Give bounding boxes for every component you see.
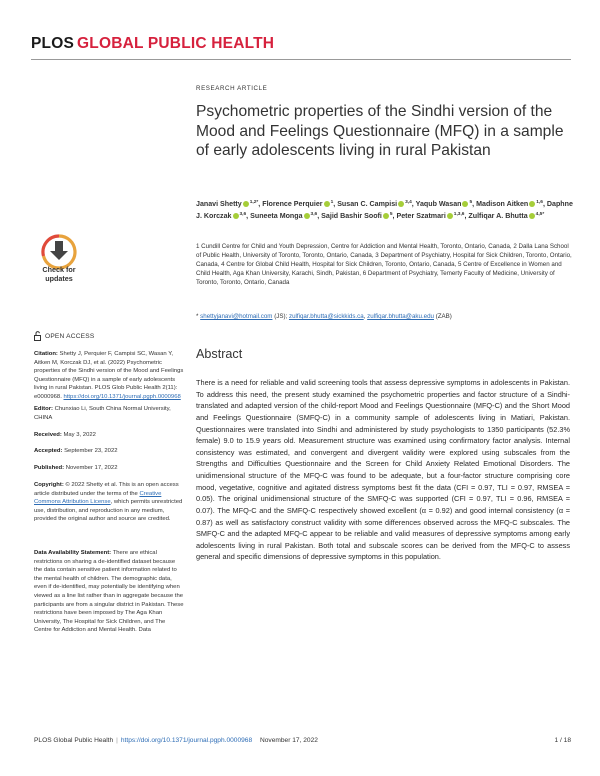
check-for-updates-label[interactable]: Check for updates bbox=[42, 265, 76, 283]
editor-block bbox=[34, 405, 184, 422]
author: Florence Perquier $^1$, bbox=[262, 200, 338, 208]
author-affiliation-sup: 5 bbox=[469, 200, 473, 205]
open-lock-icon bbox=[34, 331, 41, 341]
contact-tag-js: (JS); bbox=[272, 313, 289, 320]
author-name: Madison Aitken bbox=[476, 200, 529, 208]
author: Yaqub Wasan $^5$, bbox=[415, 200, 477, 208]
copyright-text-2: , which permits unrestricted use, distribution, and reproduction in any medium, provided the original author and source are credited. bbox=[34, 499, 183, 523]
author-name: Janavi Shetty bbox=[196, 200, 242, 208]
article-title: Psychometric properties of the Sindhi version of the Mood and Feelings Questionnaire (MFQ) in a sample of early adolescents living in rural Pakistan bbox=[196, 103, 564, 160]
page-number: 1 / 18 bbox=[554, 737, 571, 744]
author-affiliation-sup: 3,4 bbox=[405, 200, 412, 205]
contact-separator: , bbox=[363, 313, 368, 320]
footer-journal: PLOS Global Public Health bbox=[34, 737, 114, 744]
author-affiliation-sup: 1,6 bbox=[536, 200, 543, 205]
citation-label: Citation: bbox=[34, 351, 58, 357]
author-affiliation-sup: 4,5* bbox=[535, 211, 545, 217]
editor-text: Chunxiao Li, South China Normal University, CHINA bbox=[34, 406, 171, 421]
author bbox=[468, 212, 544, 220]
orcid-icon[interactable] bbox=[398, 201, 404, 207]
published-block bbox=[34, 464, 184, 473]
author: Daphne J. Korczak $^{3,6}$, bbox=[196, 200, 573, 220]
author-list bbox=[196, 199, 574, 222]
footer bbox=[34, 737, 318, 744]
orcid-icon[interactable] bbox=[529, 201, 535, 207]
author-affiliation-sup: 3,6 bbox=[239, 211, 247, 217]
abstract-body: There is a need for reliable and valid screening tools that assess depressive symptoms in adolescents in Pakistan. To address this need, the present study examined the psychometric properties and factor structure of a Sindhi-translated and adapted version of the child-report Mood and Feelings Questionnaire (MFQ-C) and the Short Mood and Feelings Questionnaire (SMFQ-C) in a community sample of adolescents living in Matiari, Pakistan. Questionnaires were translated into Sindhi and administered by study psychologists to 1350 participants (52.3% female) 9.0 to 15.9 years old. Measurement structure was examined using confirmatory factor analysis. Internal consistency was estimated, and convergent and divergent validity were explored using subscales from the Strengths and Difficulties Questionnaire and the Screen for Child Anxiety Related Emotional Disorders. The unidimensional structure of the MFQ-C was found to be adequate, but a four-factor structure comprising core mood, vegetative, cognitive and agitated distress symptoms best fit the data (CFI = 0.97, TLI = 0.97, RMSEA = 0.05). The original unidimensional structure of the SMFQ-C was supported (CFI = 0.97, TLI = 0.96, RMSEA = 0.07). The MFQ-C and the SMFQ-C respectively showed excellent (α = 0.92) and good internal consistency (α = 0.87) as well as satisfactory construct validity with some differences observed across the MFQ-C subscales. The SMFQ-C and the adapted MFQ-C appear to be reliable and valid measures of depressive symptoms among early adolescents living in rural Pakistan. Both total and subscale scores can be derived from the MFQ-C to assess general and specific dimensions of depressive symptoms in this population. bbox=[196, 378, 570, 562]
cc-license-link[interactable]: Creative Commons Attribution License bbox=[34, 490, 162, 506]
orcid-icon[interactable] bbox=[383, 213, 389, 219]
published-date: November 17, 2022 bbox=[65, 465, 118, 471]
author-affiliation-sup: 1,2* bbox=[249, 200, 259, 205]
contact-tag-zab: (ZAB) bbox=[433, 313, 452, 320]
affiliations: 1 Cundill Centre for Child and Youth Depression, Centre for Addiction and Mental Health, Toronto, Ontario, Canada, 2 Dalla Lana School of Public Health, University of Toronto, Toronto, Ontario, Canada, 3 Department of Psychiatry, Hospital for Sick Children, Toronto, Ontario, Canada, 4 Centre for Global Child Health, Hospital for Sick Children, Toronto, Ontario, Canada, 5 Centre of Excellence in Women and Child Health, Aga Khan University, Karachi, Sindh, Pakistan, 6 Department of Psychiatry, Temerty Faculty of Medicine, University of Toronto, Toronto, Ontario, Canada bbox=[196, 243, 572, 287]
header-divider bbox=[31, 59, 571, 60]
orcid-icon[interactable] bbox=[243, 201, 249, 207]
author: Susan C. Campisi $^{3,4}$, bbox=[337, 200, 416, 208]
author-name: Suneeta Monga bbox=[250, 211, 303, 220]
journal-name: GLOBAL PUBLIC HEALTH bbox=[77, 35, 275, 52]
author: Sajid Bashir Soofi $^5$, bbox=[321, 211, 397, 220]
footer-date: November 17, 2022 bbox=[259, 737, 318, 744]
author: Suneeta Monga $^{3,6}$, bbox=[250, 211, 322, 220]
orcid-icon[interactable] bbox=[462, 201, 468, 207]
data-availability-block bbox=[34, 549, 184, 635]
author-name: Peter Szatmari bbox=[396, 211, 446, 220]
author-name: Susan C. Campisi bbox=[337, 200, 398, 208]
citation-block bbox=[34, 350, 184, 402]
author: Janavi Shetty $^{1,2*}$, bbox=[196, 200, 263, 208]
accepted-block bbox=[34, 447, 184, 456]
email-link-shetty[interactable]: shettyjanavi@hotmail.com bbox=[200, 313, 273, 320]
author-name: Florence Perquier bbox=[262, 200, 323, 208]
open-access-label: OPEN ACCESS bbox=[45, 332, 95, 340]
article-type: RESEARCH ARTICLE bbox=[196, 85, 268, 92]
open-access-badge bbox=[34, 331, 94, 341]
corresponding-contact bbox=[196, 312, 572, 321]
author-name: Daphne J. Korczak bbox=[196, 200, 573, 220]
orcid-icon[interactable] bbox=[233, 213, 239, 219]
corresponding-star: * bbox=[196, 313, 199, 320]
footer-doi-link[interactable]: https://doi.org/10.1371/journal.pgph.0000968 bbox=[120, 737, 253, 744]
data-availability-text: There are ethical restrictions on sharing a de-identified dataset because the data contain sensitive patient information related to the mental health of children. The demographic data, even if de-identified, may potentially be identifying when viewed as a line list rather than in aggregate because the participants are from a singular district in Pakistan. These restrictions have been imposed by The Aga Khan University, The Hospital for Sick Children, and The Centre for Addiction and Mental Health. Data bbox=[34, 550, 184, 634]
author: Madison Aitken $^{1,6}$, bbox=[476, 200, 547, 208]
citation-text: Shetty J, Perquier F, Campisi SC, Wasan Y, Aitken M, Korczak DJ, et al. (2022) Psychometric properties of the Sindhi version of the Mood and Feelings Questionnaire (MFQ) in a sample of early adolescents living in rural Pakistan. PLOS Glob Public Health 2(11): e0000968. bbox=[34, 351, 184, 400]
email-link-bhutta-sickkids[interactable]: zulfiqar.bhutta@sickkids.ca bbox=[288, 313, 364, 320]
copyright-label: Copyright: bbox=[34, 482, 64, 488]
email-link-bhutta-aku[interactable]: zulfiqar.bhutta@aku.edu bbox=[367, 313, 434, 320]
orcid-icon[interactable] bbox=[304, 213, 310, 219]
received-label: Received: bbox=[34, 432, 62, 438]
orcid-icon[interactable] bbox=[529, 213, 535, 219]
author-affiliation-sup: 1,3,6 bbox=[453, 211, 465, 217]
journal-prefix: PLOS bbox=[31, 35, 75, 52]
author-name: Zulfiqar A. Bhutta bbox=[468, 211, 528, 220]
copyright-block bbox=[34, 481, 184, 524]
author-affiliation-sup: 5 bbox=[389, 211, 393, 217]
journal-header bbox=[31, 35, 274, 53]
author-name: Sajid Bashir Soofi bbox=[321, 211, 382, 220]
accepted-label: Accepted: bbox=[34, 448, 63, 454]
author-name: Yaqub Wasan bbox=[415, 200, 462, 208]
author-affiliation-sup: 3,6 bbox=[310, 211, 318, 217]
citation-doi-link[interactable]: https://doi.org/10.1371/journal.pgph.0000968 bbox=[63, 393, 181, 400]
orcid-icon[interactable] bbox=[324, 201, 330, 207]
accepted-date: September 23, 2022 bbox=[64, 448, 118, 454]
orcid-icon[interactable] bbox=[447, 213, 453, 219]
published-label: Published: bbox=[34, 465, 65, 471]
received-block bbox=[34, 431, 184, 440]
footer-separator: | bbox=[116, 737, 118, 744]
author-affiliation-sup: 1 bbox=[330, 200, 334, 205]
editor-label: Editor: bbox=[34, 406, 53, 412]
received-date: May 3, 2022 bbox=[63, 432, 96, 438]
author: Peter Szatmari $^{1,3,6}$, bbox=[396, 211, 469, 220]
copyright-text-1: © 2022 Shetty et al. This is an open access article distributed under the terms of the bbox=[34, 482, 179, 497]
data-availability-label: Data Availability Statement: bbox=[34, 550, 112, 556]
abstract-heading: Abstract bbox=[196, 347, 243, 361]
